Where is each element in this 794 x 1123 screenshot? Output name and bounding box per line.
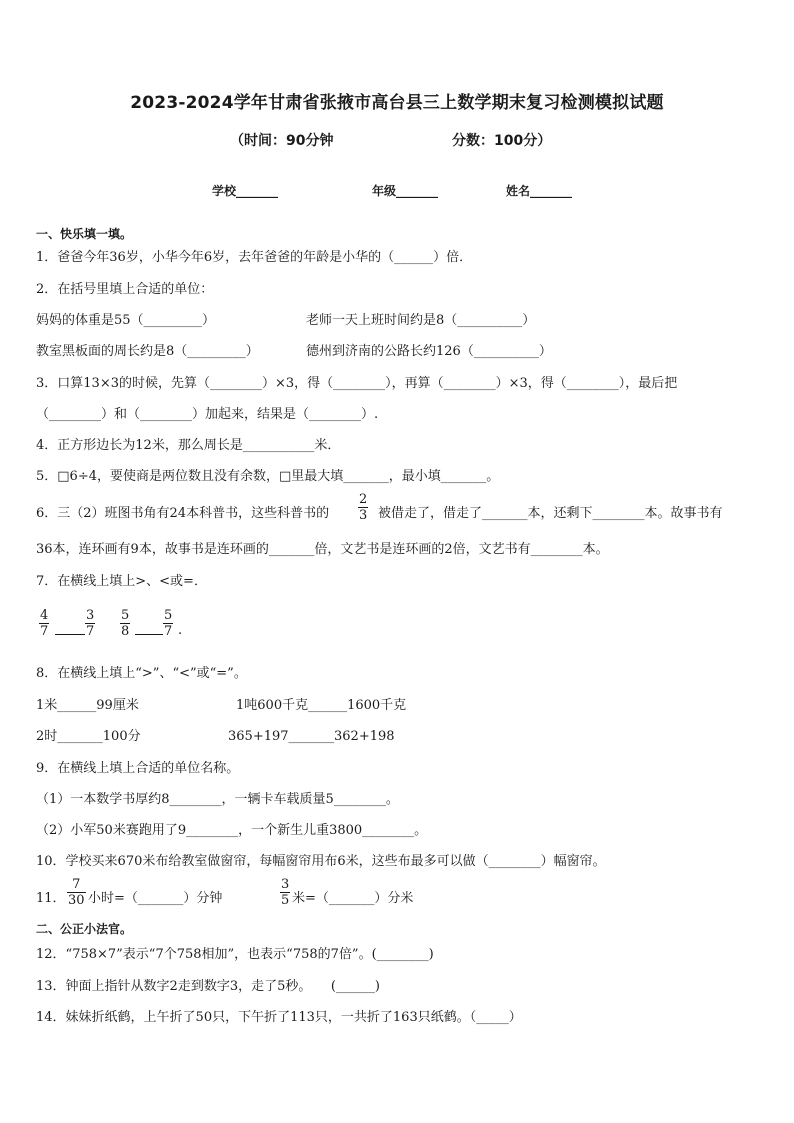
section-2-heading: 二、公正小法官。 <box>36 922 133 936</box>
question-3-line-1: 3．口算13×3的时候，先算（________）×3，得（________），再算（________）×3，得（________），最后把 <box>36 376 678 391</box>
question-6-post: 被借走了，借走了_______本，还剩下________本。故事书有 <box>378 506 723 521</box>
q7-fraction-1 <box>39 608 49 639</box>
question-9-stem: 9．在横线上填上合适的单位名称。 <box>36 761 240 776</box>
fraction-numerator: 5 <box>121 608 130 623</box>
school-field[interactable]: 学校_______ <box>212 184 279 198</box>
q11-fraction-2 <box>280 877 290 908</box>
q7-fraction-2 <box>85 608 95 639</box>
fraction-denominator: 8 <box>121 624 130 639</box>
question-2-d: 德州到济南的公路长约126（__________） <box>306 344 552 359</box>
question-8-stem: 8．在横线上填上“>”、“<”或“=”。 <box>36 666 247 681</box>
exam-title: 2023-2024学年甘肃省张掖市高台县三上数学期末复习检测模拟试题 <box>130 93 664 113</box>
fraction-denominator: 30 <box>68 893 85 908</box>
question-12: 12．“758×7”表示“7个758相加”，也表示“758的7倍”。(________) <box>36 947 434 962</box>
fraction-denominator: 7 <box>86 624 95 639</box>
q7-blank-2[interactable] <box>135 634 163 635</box>
fraction-denominator: 5 <box>281 893 290 908</box>
question-10: 10．学校买来670米布给教室做窗帘，每幅窗帘用布6米，这些布最多可以做（________）幅窗帘。 <box>36 854 606 869</box>
fraction-numerator: 7 <box>67 877 86 893</box>
question-2-stem: 2．在括号里填上合适的单位： <box>36 282 214 297</box>
question-11-pre: 11． <box>36 891 66 906</box>
q7-period: . <box>178 623 183 638</box>
time-limit: （时间：90分钟 <box>230 133 334 149</box>
question-6-line-2: 36本，连环画有9本，故事书是连环画的_______倍，文艺书是连环画的2倍，文艺书有________本。 <box>36 542 609 557</box>
q7-fraction-3 <box>120 608 130 639</box>
q11-fraction-1 <box>67 877 86 908</box>
question-9-a: （1）一本数学书厚约8________，一辆卡车载质量5________。 <box>36 792 399 807</box>
score-total: 分数：100分） <box>452 133 552 149</box>
name-field[interactable]: 姓名_______ <box>506 184 573 198</box>
grade-field[interactable]: 年级_______ <box>372 184 439 198</box>
q7-blank-1[interactable] <box>55 634 85 635</box>
question-8-d: 365+197_______362+198 <box>228 729 395 744</box>
question-14: 14．妹妹折纸鹤，上午折了50只，下午折了113只，一共折了163只纸鹤。（_____） <box>36 1010 522 1025</box>
question-2-a: 妈妈的体重是55（_________） <box>36 313 216 328</box>
q7-fraction-4 <box>163 608 173 639</box>
section-1-heading: 一、快乐填一填。 <box>36 227 133 241</box>
question-2-b: 老师一天上班时间约是8（__________） <box>306 313 536 328</box>
fraction-denominator: 3 <box>359 508 368 523</box>
question-2-c: 教室黑板面的周长约是8（_________） <box>36 344 259 359</box>
fraction-numerator: 3 <box>86 608 95 623</box>
fraction-numerator: 3 <box>281 877 290 892</box>
question-7-stem: 7．在横线上填上>、<或=． <box>36 574 207 589</box>
question-1: 1．爸爸今年36岁，小华今年6岁，去年爸爸的年龄是小华的（______）倍． <box>36 250 473 265</box>
question-11-part-2: 米=（_______）分米 <box>292 891 414 906</box>
question-8-c: 2时_______100分 <box>36 729 141 744</box>
question-11-part-1: 小时=（_______）分钟 <box>88 891 223 906</box>
fraction-numerator: 4 <box>40 608 49 623</box>
question-4: 4．正方形边长为12米，那么周长是___________米． <box>36 438 341 453</box>
question-6-pre: 6．三（2）班图书角有24本科普书，这些科普书的 <box>36 506 330 521</box>
question-6-fraction <box>358 492 368 523</box>
question-13: 13．钟面上指针从数字2走到数字3，走了5秒。 (______) <box>36 979 380 994</box>
fraction-denominator: 7 <box>40 624 49 639</box>
question-9-b: （2）小军50米赛跑用了9________，一个新生儿重3800________。 <box>36 823 428 838</box>
fraction-numerator: 2 <box>359 492 368 507</box>
fraction-numerator: 5 <box>164 608 173 623</box>
question-8-b: 1吨600千克______1600千克 <box>236 698 407 713</box>
question-3-line-2: （________）和（________）加起来，结果是（________）. <box>36 407 379 422</box>
question-5: 5．□6÷4，要使商是两位数且没有余数，□里最大填_______，最小填_______。 <box>36 469 500 484</box>
question-8-a: 1米______99厘米 <box>36 698 139 713</box>
fraction-denominator: 7 <box>164 624 173 639</box>
